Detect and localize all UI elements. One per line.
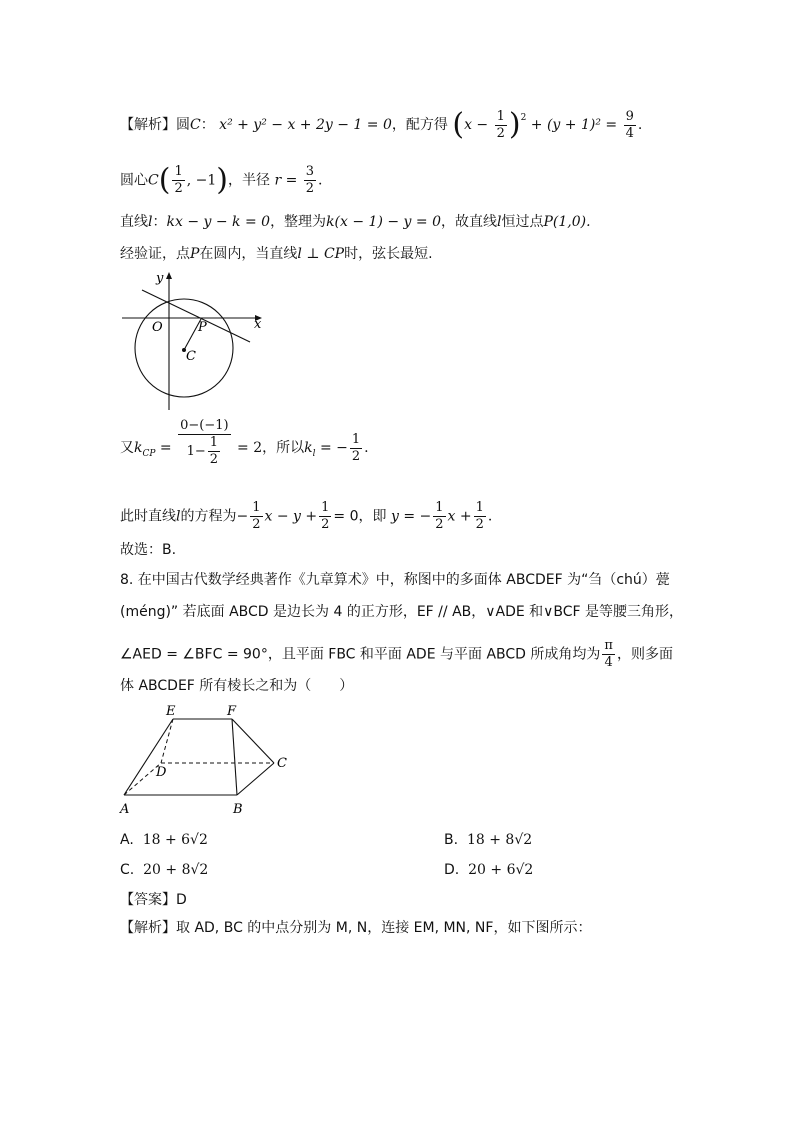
solution-line-equation: 此时直线l的方程为− $\frac{1}{2}$ x − y + $\frac{1}{2}$ = 0，即 y = − $\frac{1}{2}$ x + $\frac{1}{2}$ . [120, 500, 493, 532]
label-c: C [186, 349, 196, 364]
label-c2: C [277, 756, 287, 771]
label-p: P [198, 320, 207, 335]
solution-tag: 【解析】 [120, 117, 176, 133]
label-f: F [227, 704, 237, 719]
solution2-line: 【解析】取 AD, BC 的中点分别为 M, N，连接 EM, MN, NF，如下图所示： [120, 920, 592, 936]
slope-fraction: 0−(−1) 1− $\frac{1}{2}$ [180, 418, 229, 467]
y-axis-arrow [166, 272, 172, 279]
problem8-line-4: 体 ABCDEF 所有棱长之和为（ ） [120, 678, 354, 694]
solution-line-3: 直线l：kx − y − k = 0，整理为k(x − 1) − y = 0，故直线l恒过点P(1,0). [120, 214, 591, 230]
option-b: B. 18 + 8√2 [444, 832, 533, 848]
circle-equation: x² + y² − x + 2y − 1 = 0 [219, 117, 392, 133]
edge-fc [232, 719, 274, 763]
fraction-half: $\frac{1}{2}$ [496, 108, 505, 141]
label-d: D [156, 765, 167, 780]
edge-ea [124, 719, 173, 795]
solution-line-slope: 又$k_{CP}$ = 0−(−1) 1− $\frac{1}{2}$ = 2，所以$k_l$ = − $\frac{1}{2}$ . [120, 418, 369, 467]
label-e: E [166, 704, 176, 719]
answer-line: 【答案】D [120, 892, 187, 908]
solution-line-1: 【解析】圆C： x² + y² − x + 2y − 1 = 0，配方得 (x − $\frac{1}{2}$ )$^2$ + (y + 1)² = $\frac{9}{4}$ . [120, 107, 643, 142]
problem8-line-2: (méng)” 若底面 ABCD 是边长为 4 的正方形，EF // AB，∨ADE 和∨BCF 是等腰三角形， [120, 604, 684, 620]
circle-figure [118, 268, 278, 418]
problem8-line-3: ∠AED = ∠BFC = 90°，且平面 FBC 和平面 ADE 与平面 ABCD 所成角均为 $\frac{\pi}{4}$ ，则多面 [120, 638, 673, 670]
fraction-radius: $\frac{3}{2}$ [305, 164, 315, 196]
choose-line: 故选：B. [120, 542, 177, 558]
label-b: B [233, 802, 243, 817]
fraction-pi-quarter: $\frac{\pi}{4}$ [604, 638, 613, 670]
label-x: x [254, 317, 262, 332]
option-a: A. 18 + 6√2 [120, 832, 208, 848]
edge-bc [237, 763, 274, 795]
label-a: A [120, 802, 130, 817]
fraction-nine-quarters: $\frac{9}{4}$ [625, 108, 634, 141]
edge-fb [232, 719, 237, 795]
label-y: y [156, 271, 164, 286]
polyhedron-figure [116, 700, 296, 820]
edge-ed-hidden [161, 719, 173, 763]
option-c: C. 20 + 8√2 [120, 862, 209, 878]
line-equation: kx − y − k = 0 [166, 214, 271, 230]
option-d: D. 20 + 6√2 [444, 862, 534, 878]
problem8-line-1: 8. 在中国古代数学经典著作《九章算术》中，称图中的多面体 ABCDEF 为“刍（chú）甍 [120, 572, 670, 588]
label-o: O [152, 320, 163, 335]
solution-line-2: 圆心C( $\frac{1}{2}$ , −1)，半径 r = $\frac{3}{2}$ . [120, 162, 323, 198]
solution-line-4: 经验证，点P在圆内，当直线l ⊥ CP时，弦长最短. [120, 246, 433, 262]
